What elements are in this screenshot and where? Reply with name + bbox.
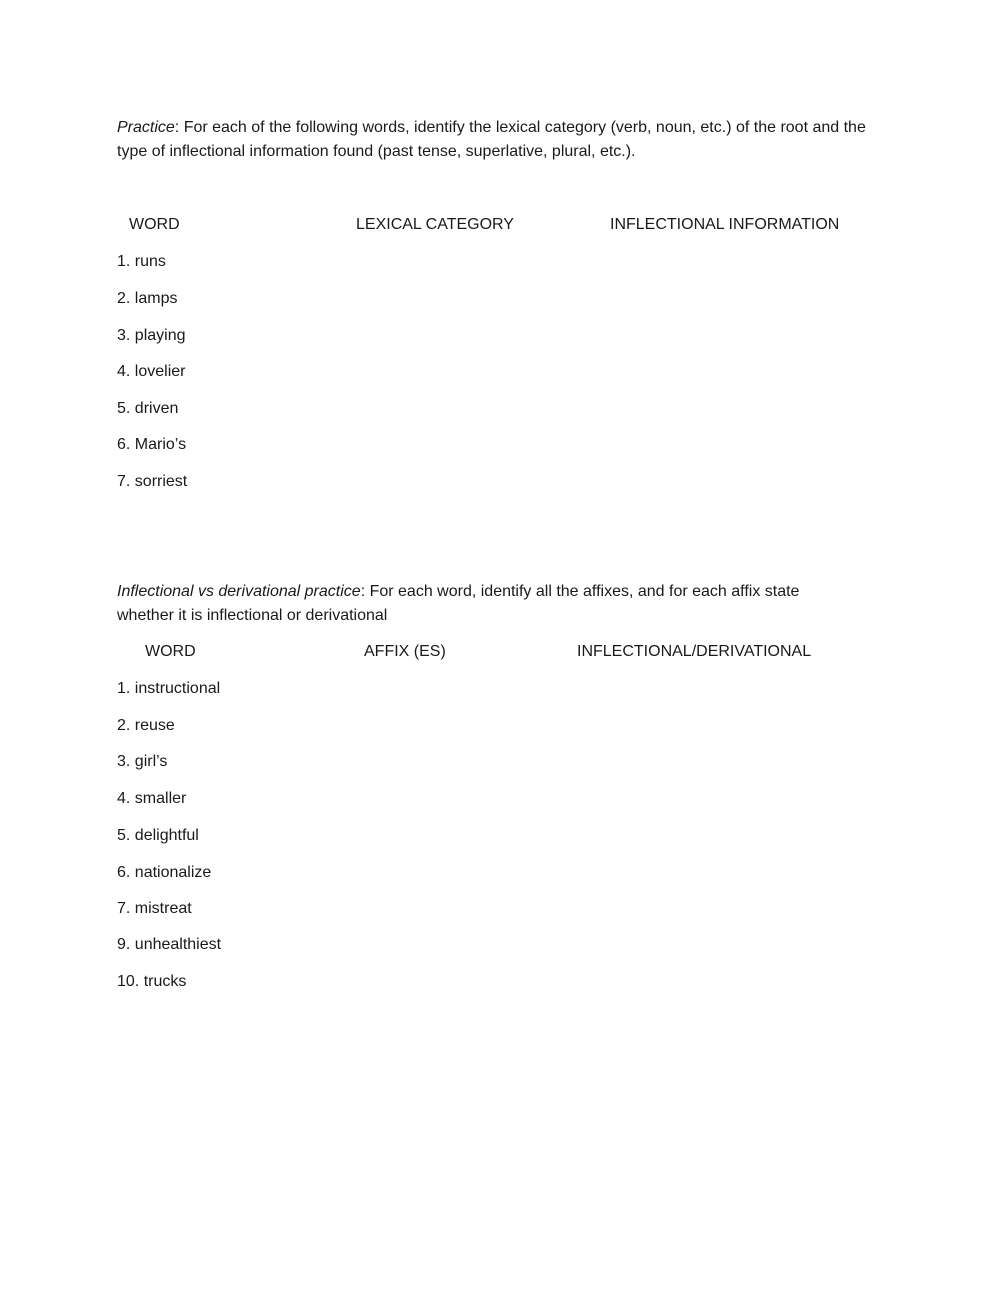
header-inflectional-derivational: INFLECTIONAL/DERIVATIONAL: [577, 643, 812, 660]
word-item: 4. smaller: [117, 790, 187, 807]
word-item: 3. girl’s: [117, 753, 168, 770]
word-item: 1. runs: [117, 253, 166, 270]
word-item: 4. lovelier: [117, 363, 186, 380]
header-word-2: WORD: [145, 643, 196, 660]
header-inflectional-information: INFLECTIONAL INFORMATION: [610, 216, 840, 233]
word-item: 2. reuse: [117, 717, 175, 734]
word-item: 3. playing: [117, 327, 186, 344]
word-item: 1. instructional: [117, 680, 221, 697]
inflectional-derivational-instructions: [117, 580, 837, 628]
word-item: 10. trucks: [117, 973, 187, 990]
header-affixes: AFFIX (ES): [364, 643, 446, 660]
word-item: 9. unhealthiest: [117, 936, 222, 953]
inflectional-derivational-instructions-text: : For each word, identify all the affixes, and for each affix state whether it is inflectional or derivational: [117, 583, 800, 624]
word-item: 7. sorriest: [117, 473, 188, 490]
header-word: WORD: [129, 216, 180, 233]
word-item: 5. driven: [117, 400, 179, 417]
practice-instructions: [117, 116, 877, 164]
word-item: 6. nationalize: [117, 864, 212, 881]
practice-label: Practice: [117, 119, 175, 136]
word-item: 6. Mario’s: [117, 436, 187, 453]
word-item: 7. mistreat: [117, 900, 192, 917]
practice-instructions-text: : For each of the following words, identify the lexical category (verb, noun, etc.) of the root and the type of inflectional information found (past tense, superlative, plural, etc.).: [117, 119, 866, 160]
inflectional-derivational-label: Inflectional vs derivational practice: [117, 583, 361, 600]
header-lexical-category: LEXICAL CATEGORY: [356, 216, 514, 233]
word-item: 5. delightful: [117, 827, 199, 844]
word-item: 2. lamps: [117, 290, 178, 307]
